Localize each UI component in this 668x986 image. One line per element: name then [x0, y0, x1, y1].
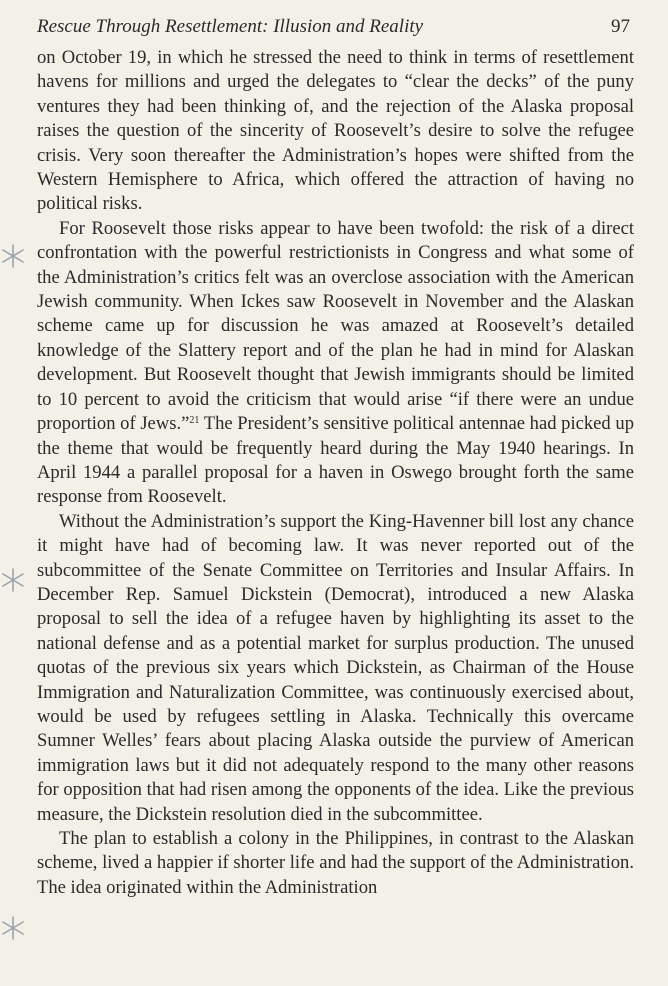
asterisk-mark-icon [0, 915, 26, 941]
paragraph-3: Without the Administration’s support the King-Havenner bill lost any chance it might have had of becoming law. It was never reported out of the subcommittee of the Senate Committee on Territories and Insular Affairs. In December Rep. Samuel Dickstein (Democrat), introduced a new Alaska proposal to sell the idea of a refugee haven by highlighting its asset to the national defense and as a potential market for surplus production. The unused quotas of the previous six years which Dickstein, as Chairman of the House Immigration and Naturalization Committee, was continuously exercised about, would be used by refugees settling in Alaska. Technically this overcame Sumner Welles’ fears about placing Alaska outside the purview of American immigration laws but it did not adequately respond to the many other reasons for opposition that had risen among the opponents of the idea. Like the previous measure, the Dickstein resolution died in the subcommittee. [37, 510, 634, 825]
paragraph-2-text-cont: The President’s sensitive political antennae had picked up the theme that would be frequently heard during the May 1940 hearings. In April 1944 a parallel proposal for a haven in Oswego brought forth the same response from Roosevelt. [37, 413, 634, 508]
footnote-marker: 21 [189, 415, 200, 427]
asterisk-mark-icon [0, 567, 26, 593]
page-number: 97 [611, 16, 630, 37]
asterisk-mark-icon [0, 243, 26, 269]
paragraph-2-text: For Roosevelt those risks appear to have been twofold: the risk of a direct confrontation with the powerful restrictionists in Congress and what some of the Administration’s critics felt was an overclose association with the American Jewish community. When Ickes saw Roosevelt in November and the Alaskan scheme came up for discussion he was amazed at Roosevelt’s detailed knowledge of the Slattery report and of the plan he had in mind for Alaskan development. But Roosevelt thought that Jewish immigrants should be limited to 10 percent to avoid the criticism that would arise “if there were an undue proportion of Jews.” [37, 217, 634, 435]
paragraph-1: on October 19, in which he stressed the need to think in terms of resettlement havens for millions and urged the delegates to “clear the decks” of the puny ventures they had been thinking of, and the rejection of the Alaska proposal raises the question of the sincerity of Roosevelt’s desire to solve the refugee crisis. Very soon thereafter the Administration’s hopes were shifted from the Western Hemisphere to Africa, which offered the attraction of having no political risks. [37, 47, 634, 215]
paragraph-4: The plan to establish a colony in the Philippines, in contrast to the Alaskan scheme, lived a happier if shorter life and had the support of the Administration. The idea originated within the Administration [37, 828, 634, 898]
running-head [37, 16, 634, 38]
paragraph-2 [37, 217, 634, 510]
running-head-title: Rescue Through Resettlement: Illusion and Reality [37, 16, 424, 37]
